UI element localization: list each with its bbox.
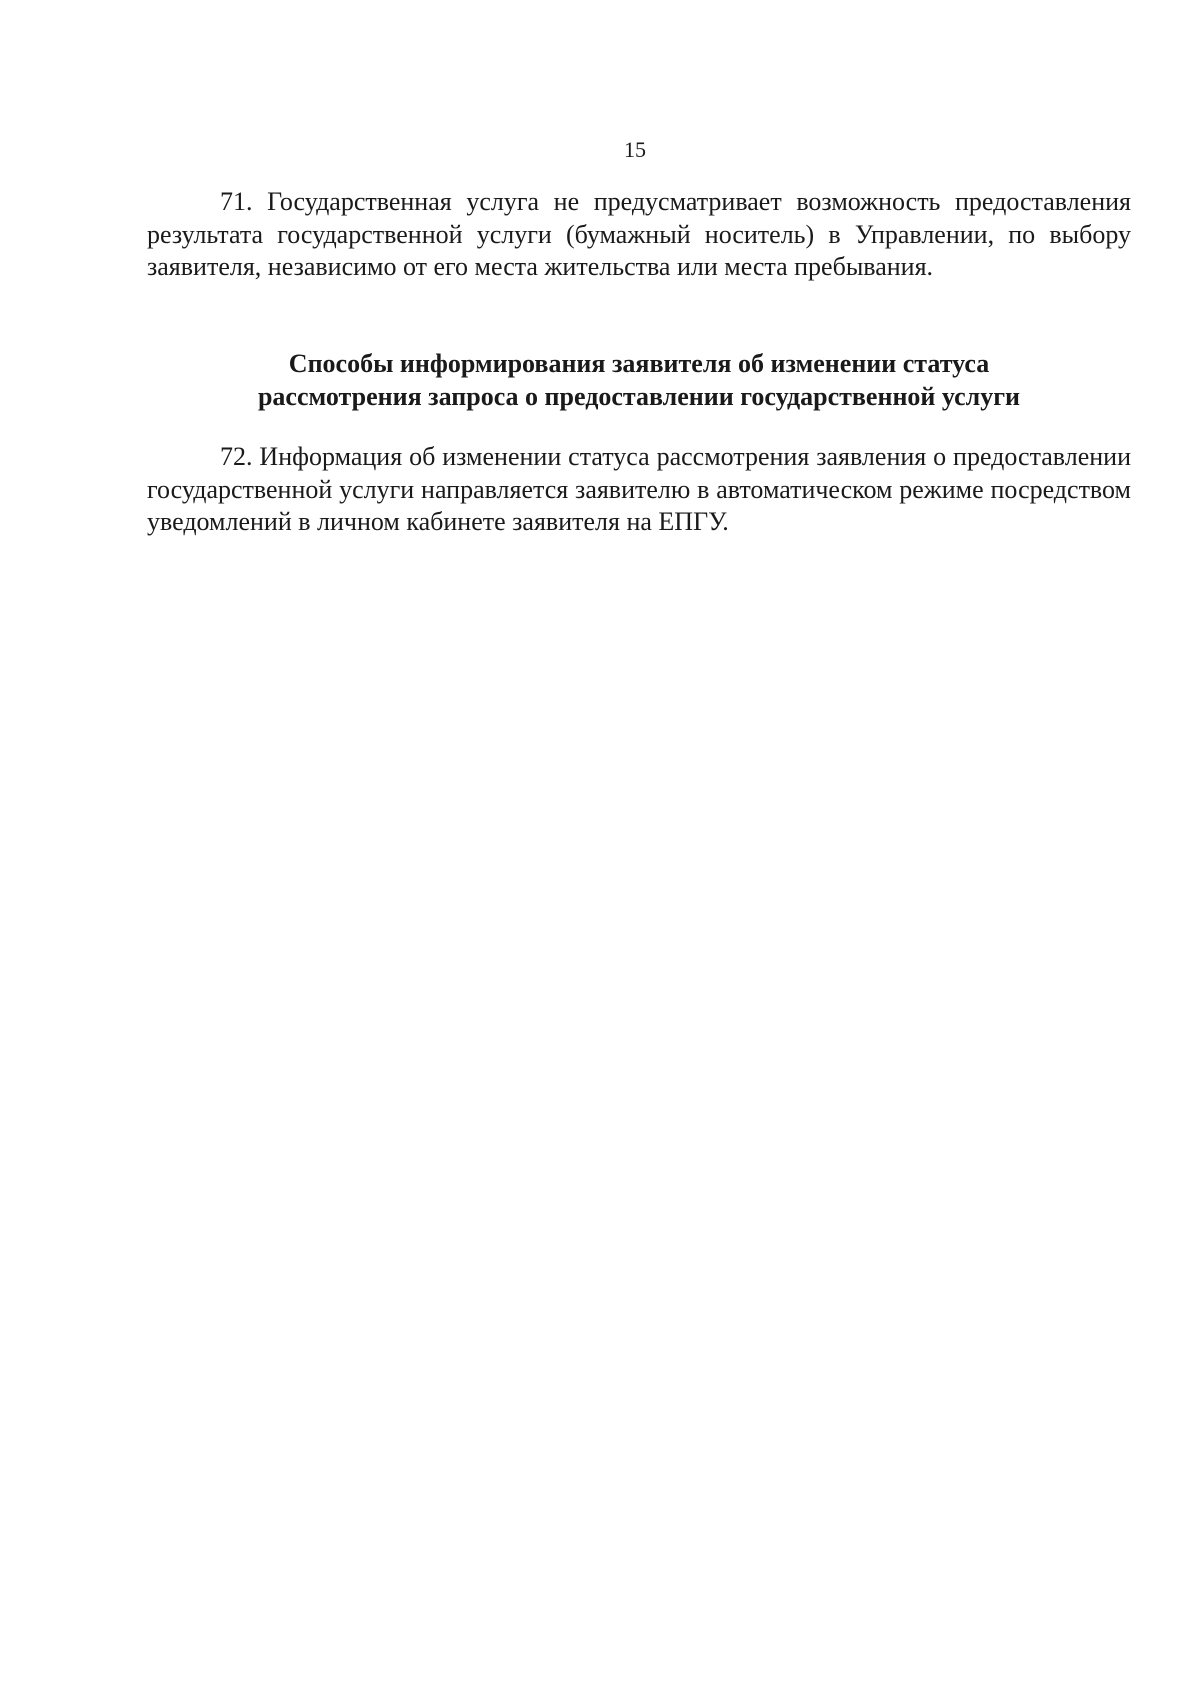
paragraph-number: 71. — [220, 187, 253, 216]
paragraph-number: 72. — [220, 442, 253, 471]
paragraph-text: Государственная услуга не предусматривает возможность предоставления результата государственной услуги (бумажный носитель) в Управлении, по выбору заявителя, независимо от его места жительства или места пребывания. — [147, 187, 1131, 281]
paragraph-72 — [147, 441, 1131, 539]
section-heading-line-1: Способы информирования заявителя об изменении статуса — [288, 349, 990, 378]
paragraph-71 — [147, 186, 1131, 284]
paragraph-text: Информация об изменении статуса рассмотрения заявления о предоставлении государственной услуги направляется заявителю в автоматическом режиме посредством уведомлений в личном кабинете заявителя на ЕПГУ. — [147, 442, 1131, 536]
page-number: 15 — [624, 137, 646, 162]
section-heading — [147, 348, 1131, 413]
section-heading-line-2: рассмотрения запроса о предоставлении государственной услуги — [257, 381, 1021, 411]
